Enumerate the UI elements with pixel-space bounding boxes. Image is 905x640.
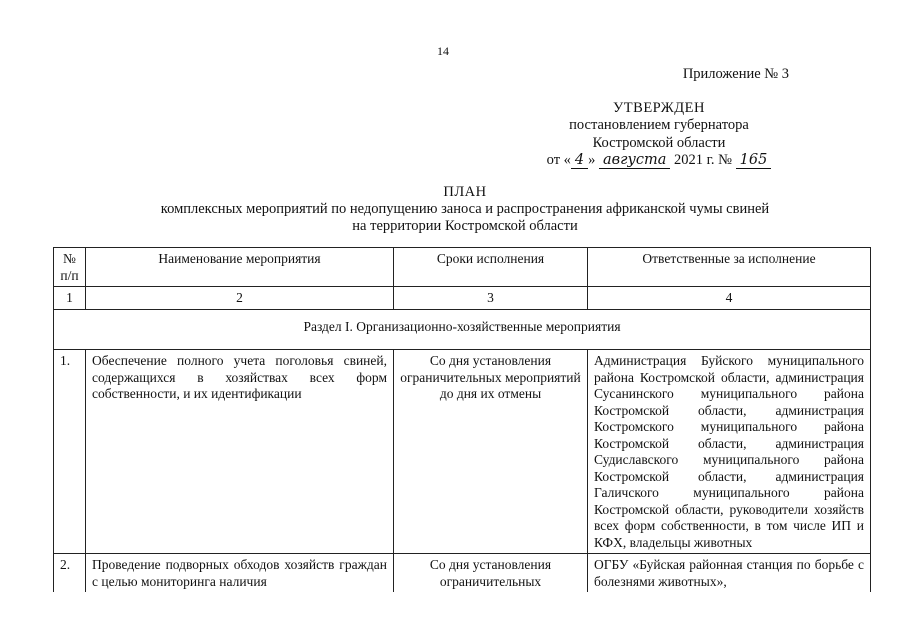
row-deadline: Со дня установления ограничительных мероприятий до дня их отмены (394, 350, 588, 554)
col-number-1: 1 (54, 287, 86, 310)
handwritten-number: 165 (736, 152, 772, 169)
title-line-1: комплексных мероприятий по недопущению заноса и распространения африканской чумы свиней (160, 201, 770, 217)
section-row (54, 309, 871, 350)
header-deadline: Сроки исполнения (394, 248, 588, 287)
handwritten-month: августа (599, 152, 670, 169)
approval-block (509, 66, 809, 170)
plan-table (53, 247, 871, 592)
date-close-quote: » (588, 152, 596, 168)
row-deadline: Со дня установления ограничительных (394, 554, 588, 593)
approval-line-2: Костромской области (592, 134, 726, 151)
column-number-row (54, 287, 871, 310)
row-num: 2. (54, 554, 86, 593)
year-text: 2021 г. № (674, 152, 733, 168)
title-main: ПЛАН (443, 184, 487, 200)
approval-date-line (509, 152, 809, 170)
approval-line-1: постановлением губернатора (569, 117, 749, 133)
table-header-row (54, 248, 871, 287)
row-responsible: Администрация Буйского муниципального района Костромской области, администрация Сусанинского муниципального района Костромской области, администрация Костромского муниципального района Костромской области, администрация Судиславского муниципального района Костромской области, администрация Галичского муниципального района Костромской области, руководители хозяйств всех форм собственности, в том числе ИП и КФХ, владельцы животных (588, 350, 871, 554)
handwritten-day: 4 (571, 152, 588, 169)
header-num: № п/п (54, 248, 86, 287)
date-prefix: от « (546, 152, 571, 168)
title-line-2: на территории Костромской области (352, 218, 578, 234)
appendix-label: Приложение № 3 (682, 66, 789, 82)
row-name: Обеспечение полного учета поголовья свиней, содержащихся в хозяйствах всех форм собственности, и их идентификации (86, 350, 394, 554)
header-responsible: Ответственные за исполнение (588, 248, 871, 287)
row-name: Проведение подворных обходов хозяйств граждан с целью мониторинга наличия (86, 554, 394, 593)
page-number: 14 (437, 44, 449, 58)
table-row (54, 350, 871, 554)
row-responsible: ОГБУ «Буйская районная станция по борьбе с болезнями животных», (588, 554, 871, 593)
col-number-2: 2 (86, 287, 394, 310)
document-title (60, 184, 870, 235)
approved-heading: УТВЕРЖДЕН (613, 99, 705, 116)
section-title: Раздел I. Организационно-хозяйственные мероприятия (54, 309, 871, 350)
header-name: Наименование мероприятия (86, 248, 394, 287)
col-number-3: 3 (394, 287, 588, 310)
row-num: 1. (54, 350, 86, 554)
table-row (54, 554, 871, 593)
col-number-4: 4 (588, 287, 871, 310)
